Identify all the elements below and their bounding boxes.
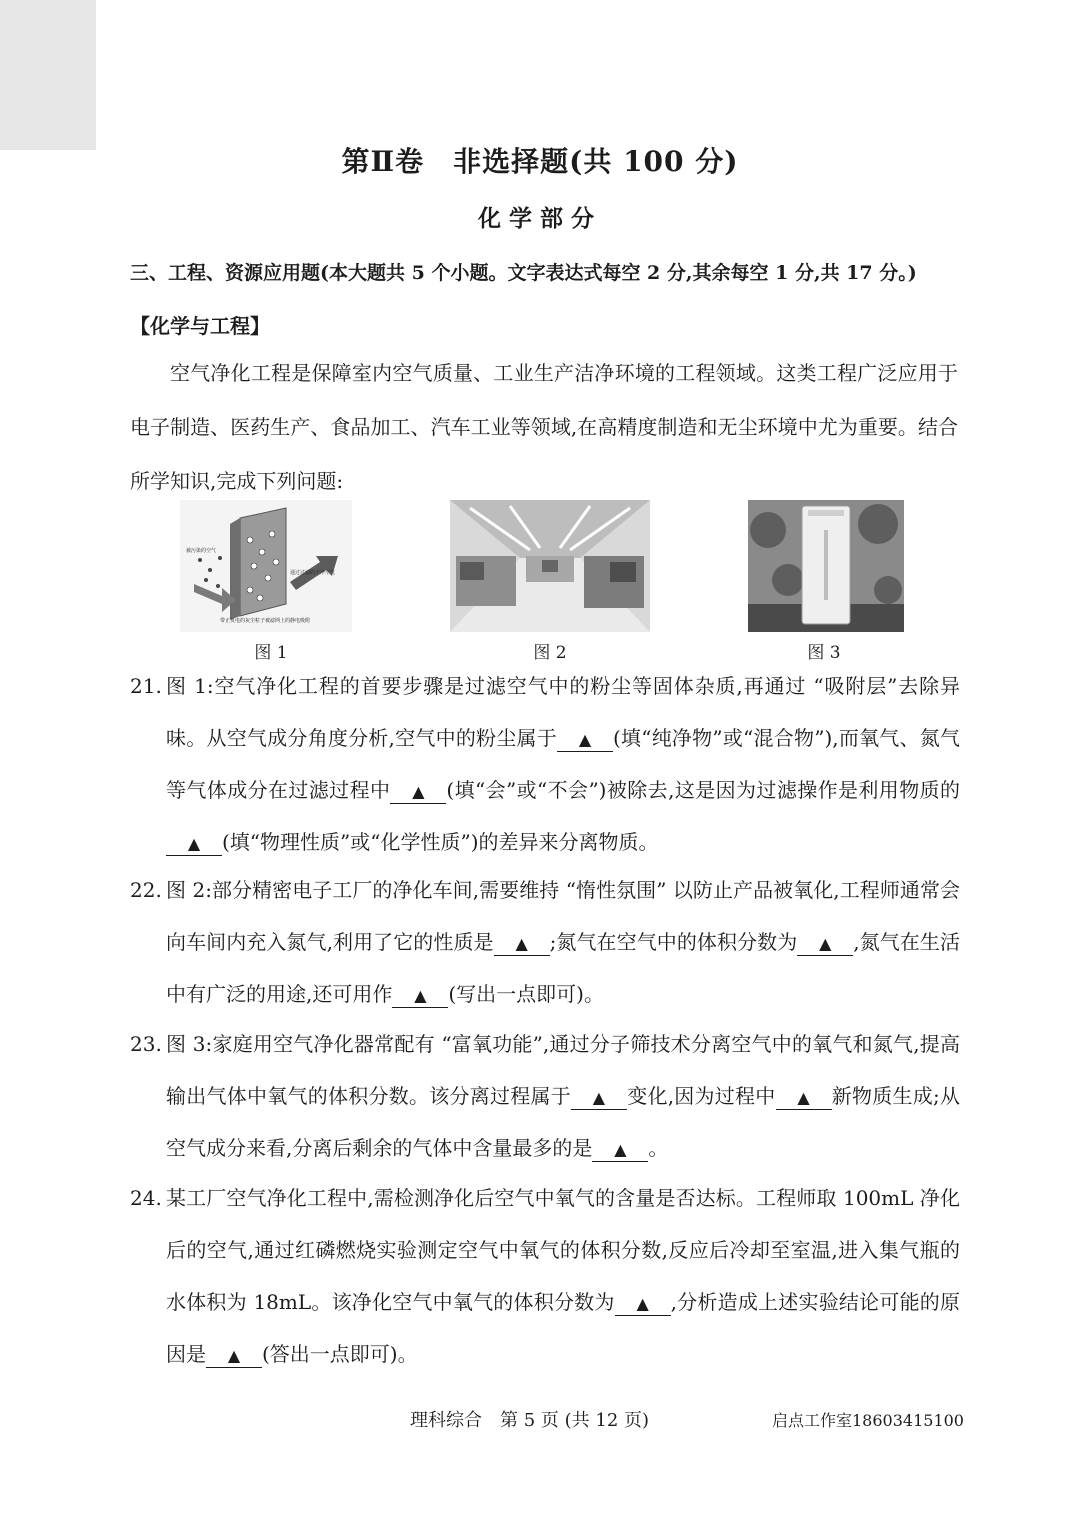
svg-text:被污染的空气: 被污染的空气 — [186, 548, 217, 554]
answer-blank[interactable]: ▲ — [776, 1087, 832, 1110]
answer-blank[interactable]: ▲ — [390, 781, 446, 804]
figure-2-caption: 图 2 — [533, 643, 567, 663]
answer-blank[interactable]: ▲ — [392, 985, 448, 1008]
page-subtitle: 化学部分 — [478, 205, 602, 232]
answer-blank[interactable]: ▲ — [206, 1345, 262, 1368]
svg-text:带正负电的灰尘粒子被滤网上的静电吸附: 带正负电的灰尘粒子被滤网上的静电吸附 — [220, 618, 311, 624]
section-heading: 三、工程、资源应用题(本大题共 5 个小题。文字表达式每空 2 分,其余每空 1 分,共 17 分。) — [130, 262, 917, 284]
answer-blank[interactable]: ▲ — [166, 833, 222, 856]
figure-3-air-purifier-photo — [748, 500, 904, 632]
page-title: 第Ⅱ卷 非选择题(共 100 分) — [341, 145, 739, 178]
figure-3-caption: 图 3 — [807, 643, 841, 663]
intro-paragraph: 空气净化工程是保障室内空气质量、工业生产洁净环境的工程领域。这类工程广泛应用于电子制造、医药生产、食品加工、汽车工业等领域,在高精度制造和无尘环境中尤为重要。结合所学知识,完成下列问题: — [130, 361, 958, 493]
question-number: 21. — [130, 674, 162, 698]
question-21: 21. 图 1:空气净化工程的首要步骤是过滤空气中的粉尘等固体杂质,再通过 “吸附层”去除异味。从空气成分角度分析,空气中的粉尘属于 ▲ (填“纯净物”或“混合物”),而氧气、氮气等气体成分在过滤过程中 ▲ (填“会”或“不会”)被除去,这是因为过滤操作是利用物质的▲ (填“物理性质”或“化学性质”)的差异来分离物质。 — [130, 660, 960, 868]
page-footer: 理科综合 第 5 页 (共 12 页) — [410, 1410, 650, 1431]
question-number: 24. — [130, 1186, 162, 1210]
question-23: 23. 图 3:家庭用空气净化器常配有 “富氧功能”,通过分子筛技术分离空气中的氧气和氮气,提高输出气体中氧气的体积分数。该分离过程属于 ▲ 变化,因为过程中 ▲ 新物质生成;从空气成分来看,分离后剩余的气体中含量最多的是 ▲ 。 — [130, 1018, 960, 1174]
question-24: 24. 某工厂空气净化工程中,需检测净化后空气中氧气的含量是否达标。工程师取 100mL 净化后的空气,通过红磷燃烧实验测定空气中氧气的体积分数,反应后冷却至室温,进入集气瓶的水体积为 18mL。该净化空气中氧气的体积分数为 ▲ ,分析造成上述实验结论可能的原因是 ▲ (答出一点即可)。 — [130, 1172, 960, 1380]
answer-blank[interactable]: ▲ — [557, 729, 613, 752]
answer-blank[interactable]: ▲ — [494, 933, 550, 956]
question-22: 22. 图 2:部分精密电子工厂的净化车间,需要维持 “惰性氛围” 以防止产品被氧化,工程师通常会向车间内充入氮气,利用了它的性质是 ▲ ;氮气在空气中的体积分数为 ▲ ,氮气在生活中有广泛的用途,还可用作 ▲ (写出一点即可)。 — [130, 864, 960, 1020]
question-number: 23. — [130, 1032, 162, 1056]
figure-1-filter-diagram — [180, 500, 352, 632]
svg-text:通过过滤的干净空气: 通过过滤的干净空气 — [290, 570, 336, 576]
answer-blank[interactable]: ▲ — [571, 1087, 627, 1110]
answer-blank[interactable]: ▲ — [615, 1293, 671, 1316]
studio-watermark: 启点工作室18603415100 — [772, 1411, 964, 1430]
section-tag: 【化学与工程】 — [130, 314, 270, 338]
figure-2-cleanroom-photo — [450, 500, 650, 632]
scan-shade — [0, 0, 96, 150]
figure-1-caption: 图 1 — [254, 643, 288, 663]
question-number: 22. — [130, 878, 162, 902]
answer-blank[interactable]: ▲ — [592, 1139, 648, 1162]
answer-blank[interactable]: ▲ — [797, 933, 853, 956]
